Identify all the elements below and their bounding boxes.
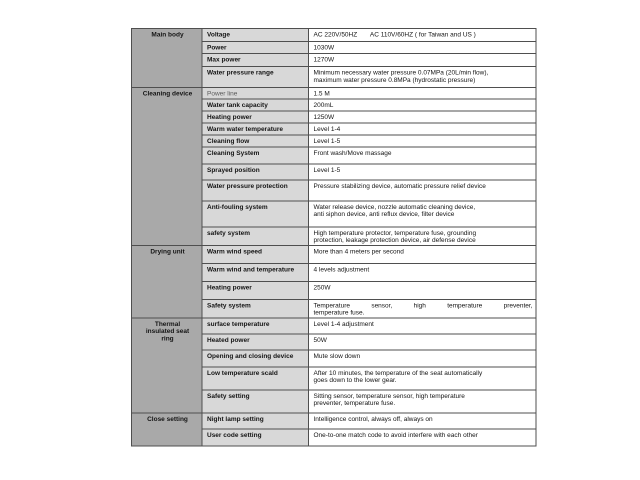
spec-table <box>131 28 537 446</box>
value-cell <box>309 227 537 246</box>
value-cell: 200mL <box>309 99 537 111</box>
property-cell: safety system <box>202 227 309 246</box>
value-line: maximum water pressure 0.8MPa (hydrostatic pressure) <box>313 75 476 84</box>
value-cell: 1.5 M <box>309 88 537 99</box>
value-cell: Pressure stabilizing device, automatic pressure relief device <box>309 180 537 201</box>
table-row <box>132 88 537 99</box>
property-cell: Warm water temperature <box>202 123 309 135</box>
value-line: preventer, temperature fuse. <box>313 399 396 407</box>
table-row <box>132 318 537 334</box>
property-cell: Warm wind speed <box>202 245 309 263</box>
value-cell: Level 1-4 <box>309 123 537 135</box>
value-cell: AC 220V/50HZ AC 110V/60HZ ( for Taiwan and US ) <box>309 29 537 42</box>
category-cell: Drying unit <box>132 245 203 318</box>
spec-table-body <box>132 29 537 446</box>
value-cell <box>309 367 537 390</box>
property-cell: Heating power <box>202 111 309 123</box>
value-line: Water release device, nozzle automatic cleaning device, <box>313 202 476 211</box>
table-row <box>132 245 537 263</box>
value-cell: 1250W <box>309 111 537 123</box>
value-cell: 1270W <box>309 54 537 67</box>
spec-table-wrap <box>131 28 537 446</box>
property-cell: Heating power <box>202 281 309 299</box>
property-cell: Cleaning System <box>202 147 309 164</box>
category-line: insulated seat <box>145 327 190 335</box>
property-cell: Safety system <box>202 299 309 318</box>
category-cell <box>132 318 203 413</box>
property-cell: Heated power <box>202 334 309 350</box>
value-line: temperature fuse. <box>313 308 365 316</box>
value-line: goes down to the lower gear. <box>313 376 397 384</box>
property-cell: Low temperature scald <box>202 367 309 390</box>
property-cell: Opening and closing device <box>202 350 309 367</box>
value-cell: Intelligence control, always off, always on <box>309 413 537 429</box>
category-line: ring <box>161 334 174 342</box>
value-cell: Level 1-5 <box>309 135 537 147</box>
value-cell: Level 1-4 adjustment <box>309 318 537 334</box>
property-cell: Power <box>202 42 309 54</box>
property-cell: User code setting <box>202 429 309 446</box>
value-line: After 10 minutes, the temperature of the seat automatically <box>313 368 483 377</box>
table-row <box>132 29 537 42</box>
value-cell <box>309 67 537 88</box>
category-cell: Cleaning device <box>132 88 203 246</box>
category-cell: Close setting <box>132 413 203 446</box>
value-line: anti siphon device, anti reflux device, filter device <box>313 210 455 218</box>
property-cell: Voltage <box>202 29 309 42</box>
property-cell: Night lamp setting <box>202 413 309 429</box>
table-row <box>132 413 537 429</box>
property-cell: Water pressure range <box>202 67 309 88</box>
value-cell: Mute slow down <box>309 350 537 367</box>
value-line: Minimum necessary water pressure 0.07MPa (20L/min flow), <box>313 68 489 76</box>
value-cell: 250W <box>309 281 537 299</box>
value-line: Sitting sensor, temperature sensor, high temperature <box>313 391 465 400</box>
value-cell <box>309 299 537 318</box>
property-cell: Max power <box>202 54 309 67</box>
value-cell: Front wash/Move massage <box>309 147 537 164</box>
value-cell: Level 1-5 <box>309 164 537 180</box>
value-cell: 1030W <box>309 42 537 54</box>
value-cell: 4 levels adjustment <box>309 263 537 281</box>
value-cell <box>309 390 537 413</box>
category-cell: Main body <box>132 29 203 88</box>
value-line: Temperature sensor, high temperature preventer, <box>313 301 533 309</box>
property-cell: Cleaning flow <box>202 135 309 147</box>
category-line: Thermal <box>154 319 181 328</box>
value-cell: 50W <box>309 334 537 350</box>
property-cell: surface temperature <box>202 318 309 334</box>
property-cell: Warm wind and temperature <box>202 263 309 281</box>
value-line: protection, leakage protection device, air defense device <box>313 236 476 244</box>
property-cell: Anti-fouling system <box>202 201 309 227</box>
property-cell: Safety setting <box>202 390 309 413</box>
value-line: High temperature protector, temperature fuse, grounding <box>313 228 477 237</box>
value-cell: One-to-one match code to avoid interfere with each other <box>309 429 537 446</box>
property-cell: Water tank capacity <box>202 99 309 111</box>
property-cell: Sprayed position <box>202 164 309 180</box>
value-cell: More than 4 meters per second <box>309 245 537 263</box>
property-cell: Water pressure protection <box>202 180 309 201</box>
property-cell: Power line <box>202 88 309 99</box>
value-cell <box>309 201 537 227</box>
